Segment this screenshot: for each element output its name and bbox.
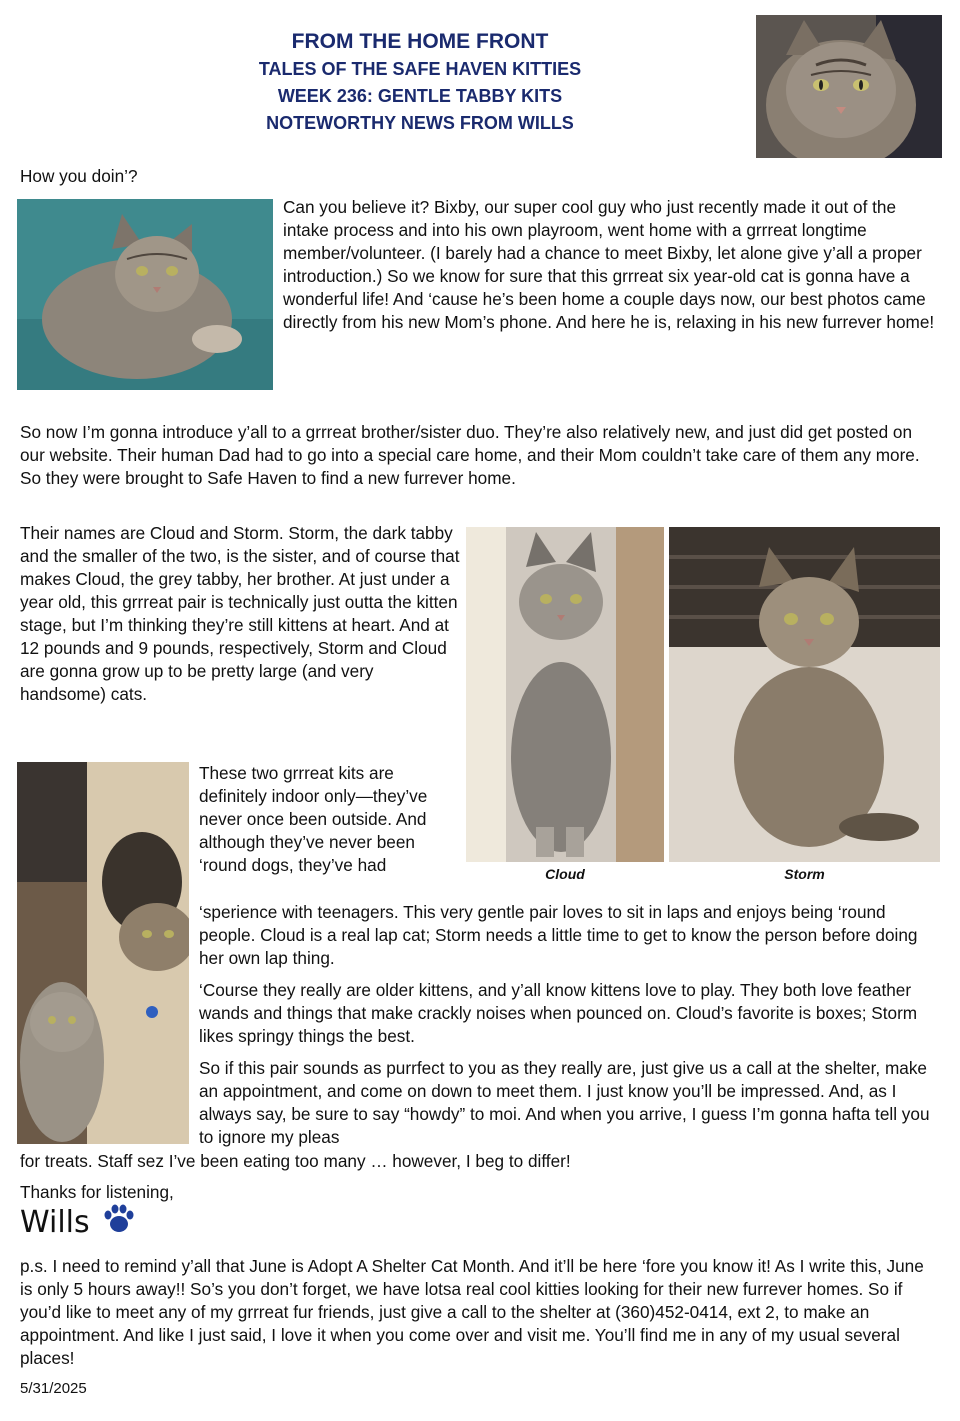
names-paragraph: Their names are Cloud and Storm. Storm, the dark tabby and the smaller of the two, is the sister, and of course that makes Cloud, the grey tabby, her brother. At just under a year old, this grrreat pair is technically just outta the kitten stage, but I’m thinking they’re still kittens at heart. And at 12 pounds and 9 pounds, respectively, Storm and Cloud are gonna grow up to be pretty large (and very handsome) cats. <box>20 523 460 704</box>
week-title: WEEK 236: GENTLE TABBY KITS <box>277 86 563 106</box>
ps-paragraph: p.s. I need to remind y’all that June is Adopt A Shelter Cat Month. And it’ll be here ‘fore you know it! As I write this, June is only 5 hours away!! So’s you don’t forget, we have lotsa real cool kitties looking for their new furrever homes. So if you’d like to meet any of my grrreat fur friends, just give a call to the shelter at (360)452-0414, ext 2, to make an appointment. And like I just said, I love it when you come over and visit me. You’ll find me in any of my usual several places! <box>20 1256 924 1368</box>
newsletter-header <box>150 28 690 137</box>
intro-paragraph: So now I’m gonna introduce y’all to a grrreat brother/sister duo. They’re also relatively new, and just did get posted on our website. Their human Dad had to go into a special care home, and their Mom couldn’t take care of them any more. So they were brought to Safe Haven to find a new furrever home. <box>20 422 920 488</box>
play-paragraph: ‘Course they really are older kittens, and y’all know kittens love to play. They both love feather wands and things that make crackly noises when pounced on. Cloud’s favorite is boxes; Storm likes springy things the best. <box>199 980 918 1046</box>
bixby-photo <box>17 199 273 390</box>
purrfect-paragraph-b: for treats. Staff sez I’ve been eating too many … however, I beg to differ! <box>20 1151 571 1171</box>
storm-caption: Storm <box>784 866 825 882</box>
greeting: How you doin’? <box>20 166 138 186</box>
newsletter-subtitle: TALES OF THE SAFE HAVEN KITTIES <box>258 59 582 79</box>
bixby-paragraph: Can you believe it? Bixby, our super cool guy who just recently made it out of the intake process and into his own playroom, went home with a grrreat longtime member/volunteer. (I barely had a chance to meet Bixby, let alone give y’all a proper introduction.) So we know for sure that this grrreat six year-old cat is gonna have a wonderful life! And ‘cause he’s been home a couple days now, our best photos came directly from his new Mom’s phone. And here he is, relaxing in his new furrever home! <box>283 197 935 332</box>
storm-photo <box>669 527 940 862</box>
date: 5/31/2025 <box>20 1380 87 1397</box>
signature <box>20 1204 135 1240</box>
wills-photo <box>756 15 942 158</box>
signature-name: Wills <box>20 1205 90 1240</box>
cloud-photo <box>466 527 664 862</box>
cat-tree-photo <box>17 762 189 1144</box>
newsletter-title: FROM THE HOME FRONT <box>291 30 549 53</box>
paw-icon <box>103 1204 135 1234</box>
thanks-line: Thanks for listening, <box>20 1182 174 1202</box>
cloud-caption: Cloud <box>545 866 585 882</box>
indoor-paragraph-a: These two grrreat kits are definitely indoor only—they’ve never once been outside. And although they’ve never been ‘round dogs, they’ve had <box>199 763 428 875</box>
news-byline: NOTEWORTHY NEWS FROM WILLS <box>266 113 574 133</box>
purrfect-paragraph-a: So if this pair sounds as purrfect to you as they really are, just give us a call at the shelter, make an appointment, and come on down to meet them. I just know you’ll be impressed. And, as I always say, be sure to say “howdy” to moi. And when you arrive, I guess I’m gonna hafta tell you to ignore my pleas <box>199 1058 930 1147</box>
indoor-paragraph-b: ‘sperience with teenagers. This very gentle pair loves to sit in laps and enjoys being ‘round people. Cloud is a real lap cat; Storm needs a little time to get to know the person before doing her own lap thing. <box>199 902 918 968</box>
